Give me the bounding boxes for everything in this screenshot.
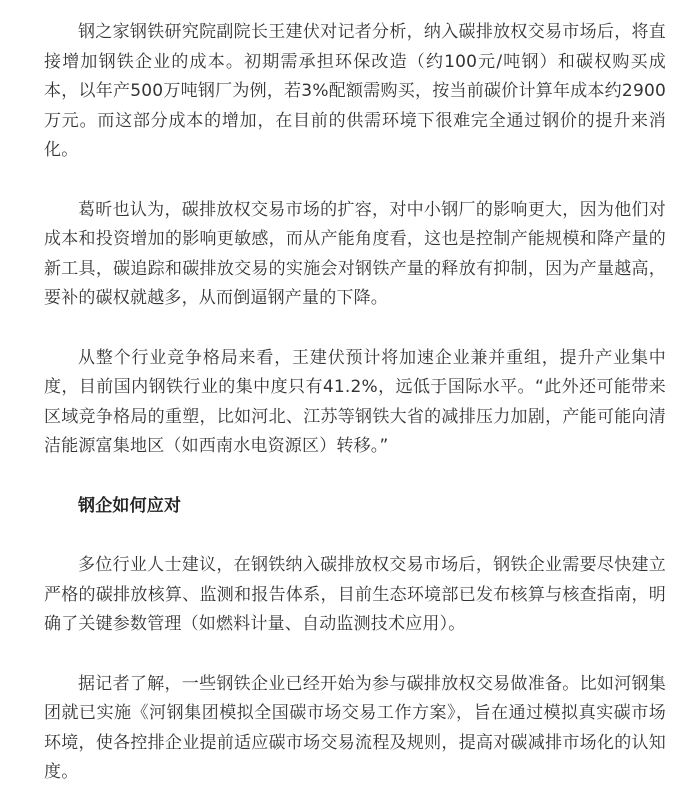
section-heading: 钢企如何应对 xyxy=(78,495,182,516)
paragraph-cost-analysis: 钢之家钢铁研究院副院长王建伏对记者分析，纳入碳排放权交易市场后，将直接增加钢铁企业的成本。初期需承担环保改造（约100元/吨钢）和碳权购买成本，以年产500万吨钢厂为例，若3%配额需购买，按当前碳价计算年成本约2900万元。而这部分成本的增加，在目前的供需环境下很难完全通过钢价的提升来消化。 xyxy=(44,22,666,160)
article-body xyxy=(44,18,666,788)
paragraph-industry-advice: 多位行业人士建议，在钢铁纳入碳排放权交易市场后，钢铁企业需要尽快建立严格的碳排放核算、监测和报告体系，目前生态环境部已发布核算与核查指南，明确了关键参数管理（如燃料计量、自动监测技术应用）。 xyxy=(44,555,666,634)
paragraph-industry-consolidation: 从整个行业竞争格局来看，王建伏预计将加速企业兼并重组，提升产业集中度，目前国内钢铁行业的集中度只有41.2%，远低于国际水平。“此外还可能带来区域竞争格局的重塑，比如河北、江苏等钢铁大省的减排压力加剧，产能可能向清洁能源富集地区（如西南水电资源区）转移。” xyxy=(44,347,666,456)
paragraph-hbis-preparation: 据记者了解，一些钢铁企业已经开始为参与碳排放权交易做准备。比如河钢集团就已实施《河钢集团模拟全国碳市场交易工作方案》，旨在通过模拟真实碳市场环境，使各控排企业提前适应碳市场交易流程及规则，提高对碳减排市场化的认知度。 xyxy=(44,673,666,782)
paragraph-small-mills-impact: 葛昕也认为，碳排放权交易市场的扩容，对中小钢厂的影响更大，因为他们对成本和投资增加的影响更敏感，而从产能角度看，这也是控制产能规模和降产量的新工具，碳追踪和碳排放交易的实施会对钢铁产量的释放有抑制，因为产量越高，要补的碳权就越多，从而倒逼钢产量的下降。 xyxy=(44,199,666,308)
